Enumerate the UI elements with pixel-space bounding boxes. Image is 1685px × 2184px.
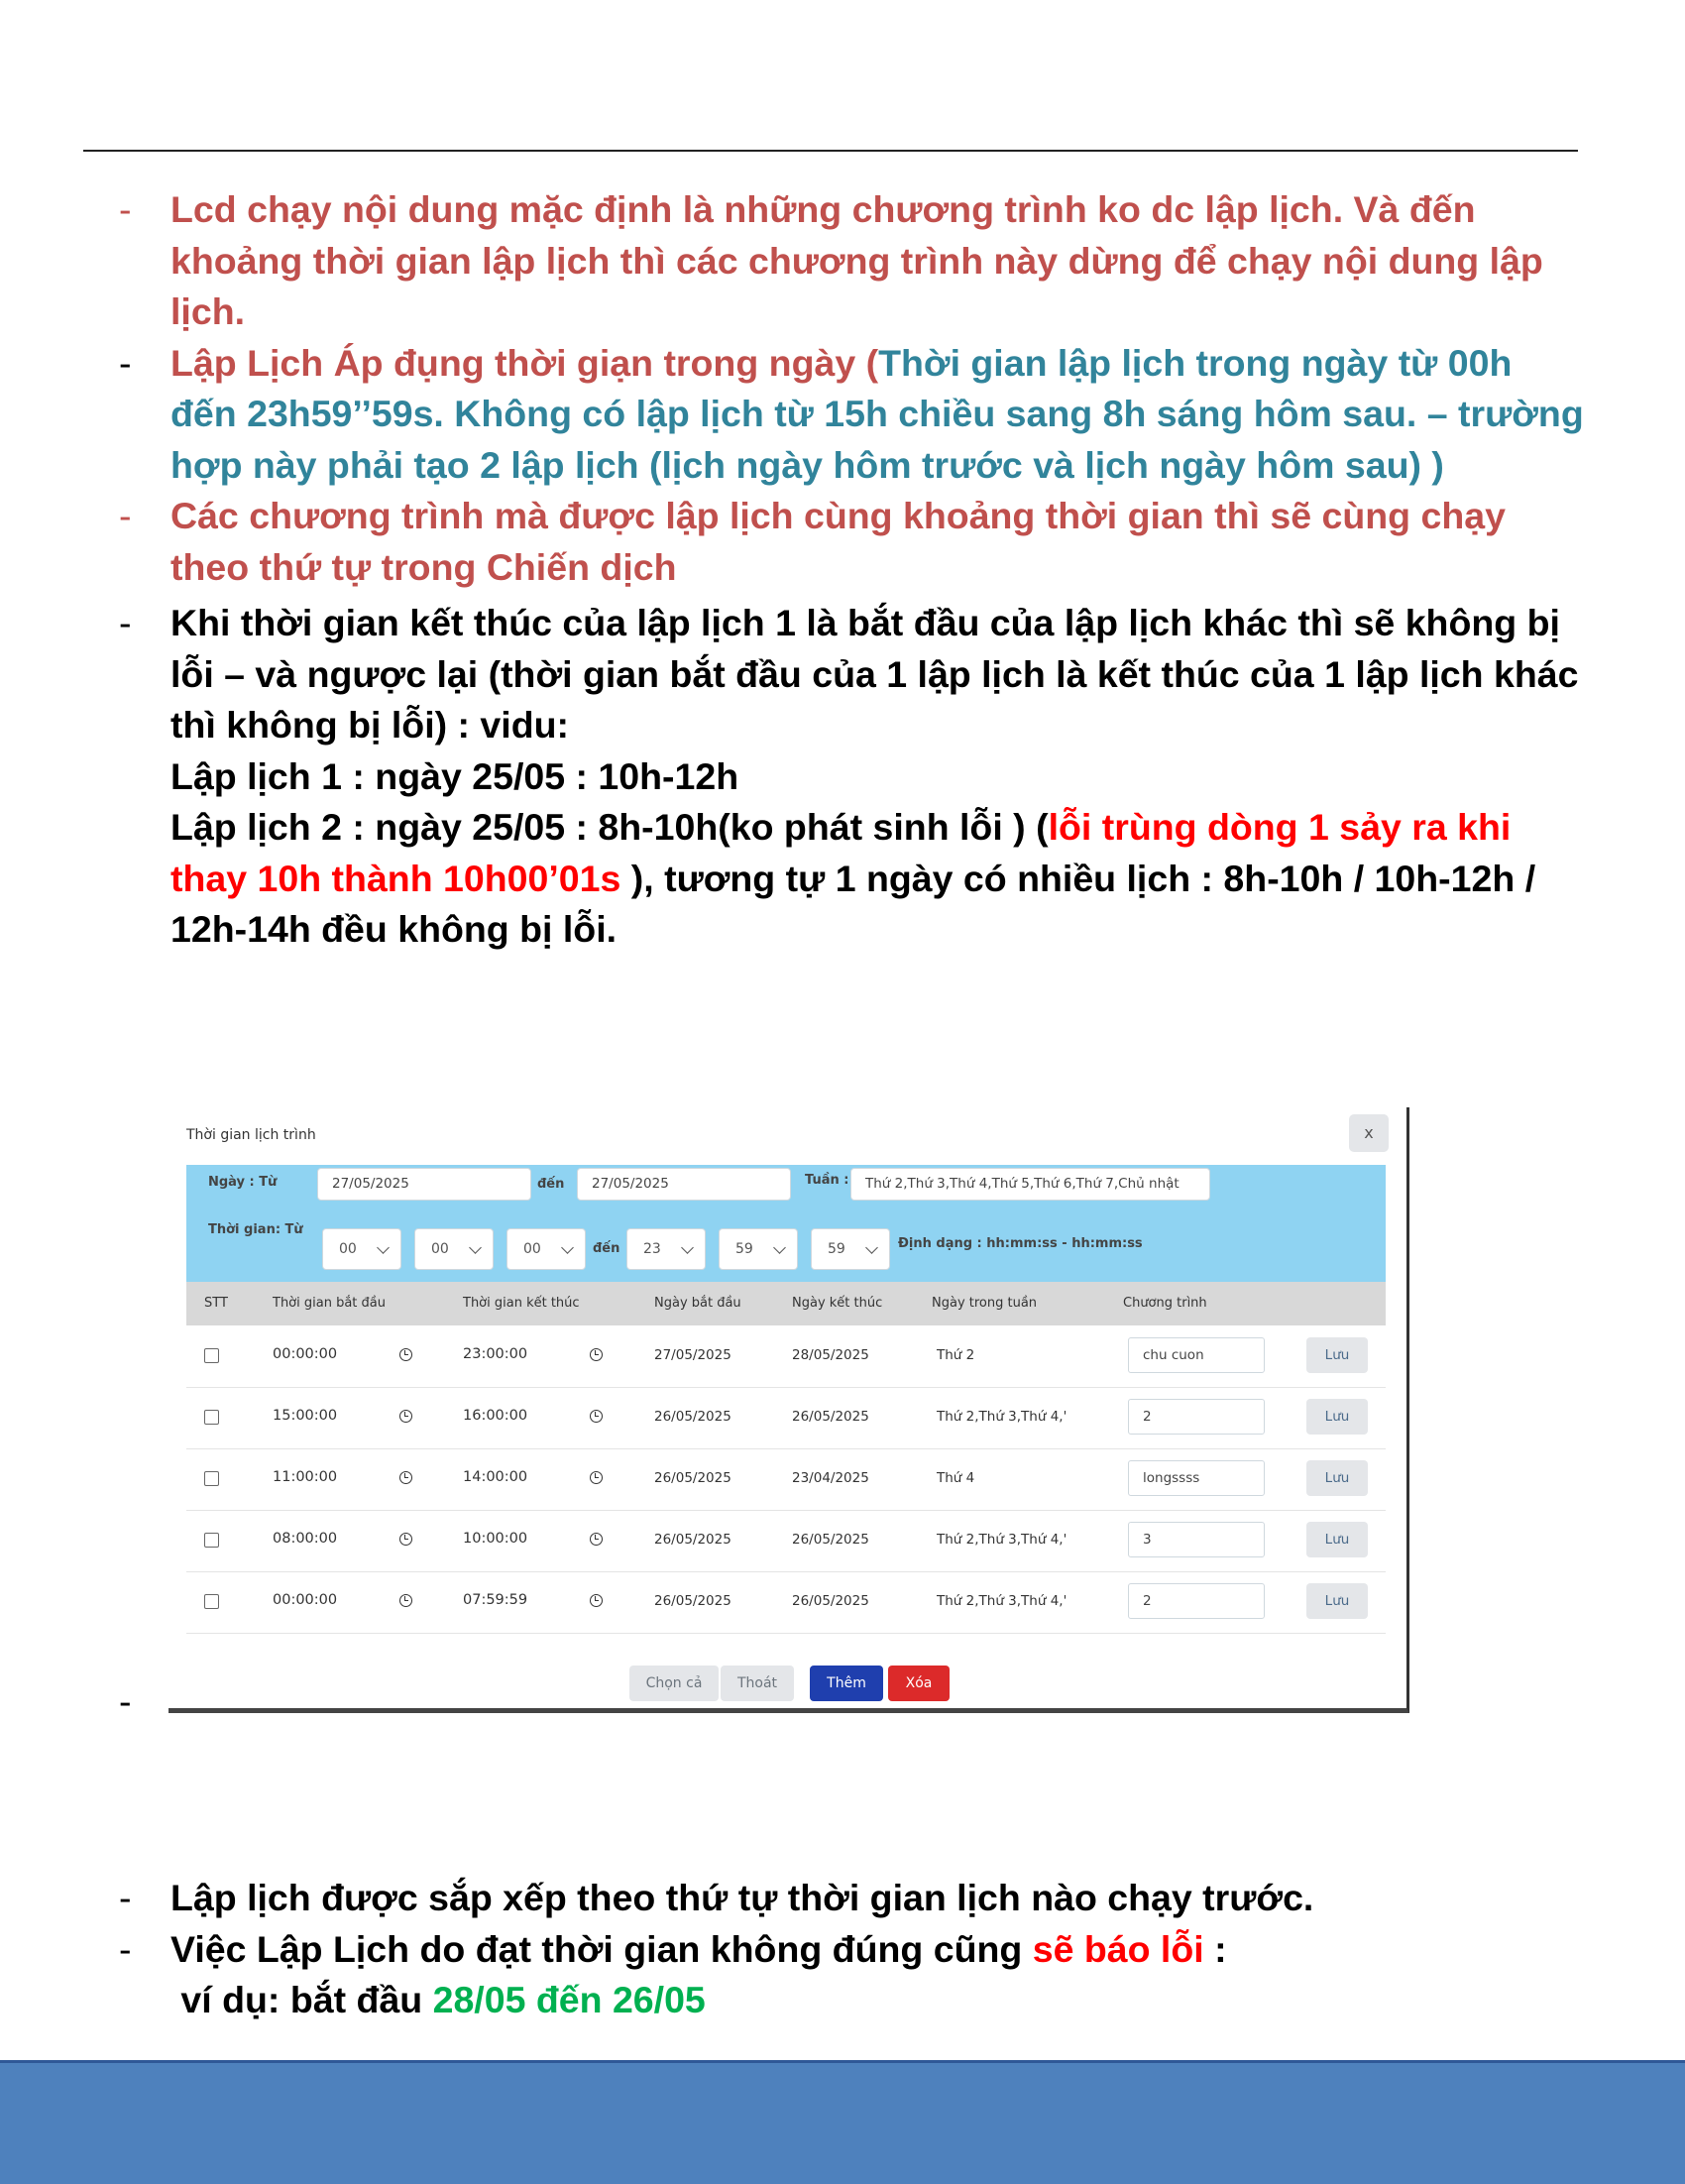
bullet-dash: - <box>119 188 132 230</box>
weekday: Thứ 2,Thứ 3,Thứ 4,' <box>937 1409 1067 1425</box>
bullet-7-text-a: Việc Lập Lịch do đạt thời gian không đúng cũng <box>170 1927 1033 1970</box>
clock-icon[interactable] <box>590 1594 603 1607</box>
select-value: 59 <box>735 1241 753 1257</box>
bullet-dash: - <box>119 1877 132 1918</box>
bullet-2-text-b: Thời gian lập lịch trong ngày từ 00h đến 23h59’’59s. Không có lập lịch từ 15h chiều sang 8h sáng hôm sau. – trường hợp này phải tạo 2 lập lịch (lịch ngày hôm trước và lịch ngày hôm sau) ) <box>170 341 1584 486</box>
end-date: 26/05/2025 <box>792 1409 869 1425</box>
bullet-7-error-word: sẽ báo lỗi <box>1032 1927 1204 1970</box>
select-all-button[interactable]: Chọn cả <box>629 1666 719 1701</box>
header-rule <box>83 150 1578 152</box>
col-program: Chương trình <box>1123 1296 1207 1311</box>
bullet-4 <box>119 598 1586 956</box>
format-label: Định dạng : hh:mm:ss - hh:mm:ss <box>898 1236 1143 1251</box>
bullet-6 <box>119 1873 1586 1924</box>
date-from-label: Ngày : Từ <box>208 1175 278 1190</box>
weekday: Thứ 2,Thứ 3,Thứ 4,' <box>937 1593 1067 1609</box>
bullet-dash: - <box>119 341 132 384</box>
clock-icon[interactable] <box>399 1471 412 1484</box>
save-button[interactable]: Lưu <box>1306 1460 1368 1496</box>
start-time: 11:00:00 <box>273 1469 338 1485</box>
start-date: 26/05/2025 <box>654 1470 731 1486</box>
time-to-hour-select[interactable] <box>626 1228 706 1270</box>
week-label: Tuần : <box>805 1173 849 1188</box>
program-input[interactable]: longssss <box>1128 1460 1265 1496</box>
col-weekday: Ngày trong tuần <box>932 1296 1038 1311</box>
select-value: 00 <box>523 1241 541 1257</box>
save-button[interactable]: Lưu <box>1306 1337 1368 1373</box>
end-time: 23:00:00 <box>463 1346 528 1362</box>
bullet-1 <box>119 184 1586 338</box>
bullet-6-text: Lập lịch được sắp xếp theo thứ tự thời gian lịch nào chạy trước. <box>170 1877 1314 1918</box>
weekday: Thứ 4 <box>937 1470 975 1486</box>
table-row <box>186 1448 1386 1511</box>
time-to-minute-select[interactable] <box>719 1228 798 1270</box>
bullet-4-line-3 <box>170 802 1586 956</box>
program-input[interactable]: chu cuon <box>1128 1337 1265 1373</box>
end-date: 23/04/2025 <box>792 1470 869 1486</box>
start-time: 15:00:00 <box>273 1408 338 1424</box>
weekday: Thứ 2 <box>937 1347 975 1363</box>
row-checkbox[interactable] <box>204 1533 219 1548</box>
start-date: 26/05/2025 <box>654 1409 731 1425</box>
start-date: 27/05/2025 <box>654 1347 731 1363</box>
table-row <box>186 1510 1386 1572</box>
bullet-dash: - <box>119 1927 132 1970</box>
save-button[interactable]: Lưu <box>1306 1583 1368 1619</box>
date-from-input[interactable]: 27/05/2025 <box>317 1168 531 1201</box>
weekday: Thứ 2,Thứ 3,Thứ 4,' <box>937 1532 1067 1548</box>
table-row <box>186 1325 1386 1388</box>
end-time: 14:00:00 <box>463 1469 528 1485</box>
bullet-4-line-3a: Lập lịch 2 : ngày 25/05 : 8h-10h(ko phát sinh lỗi ) ( <box>170 806 1049 848</box>
bullet-dash-empty: - <box>119 1680 132 1722</box>
dialog-title: Thời gian lịch trình <box>186 1127 316 1143</box>
end-time: 07:59:59 <box>463 1592 528 1608</box>
row-checkbox[interactable] <box>204 1410 219 1425</box>
bullet-4-line-1: Khi thời gian kết thúc của lập lịch 1 là bắt đầu của lập lịch khác thì sẽ không bị lỗi – và ngược lại (thời gian bắt đầu của 1 lập lịch là kết thúc của 1 lập lịch khác thì không bị lỗi) : vidu: <box>170 602 1579 746</box>
bullet-7-text-c: : <box>1203 1927 1227 1970</box>
bullet-3 <box>119 491 1586 593</box>
bullet-list-top <box>119 184 1586 956</box>
add-button[interactable]: Thêm <box>810 1666 883 1701</box>
chevron-down-icon <box>561 1241 574 1254</box>
col-start-time: Thời gian bắt đầu <box>273 1296 386 1311</box>
table-header <box>186 1282 1386 1325</box>
bullet-2-text-a: Lập Lịch Áp đụng thời giạn trong ngày ( <box>170 341 879 384</box>
table-row <box>186 1387 1386 1449</box>
col-end-time: Thời gian kết thúc <box>463 1296 580 1311</box>
save-button[interactable]: Lưu <box>1306 1522 1368 1557</box>
bullet-1-text: Lcd chạy nội dung mặc định là những chương trình ko dc lập lịch. Và đến khoảng thời gian lập lịch thì các chương trình này dừng để chạy nội dung lập lịch. <box>170 188 1543 332</box>
exit-button[interactable]: Thoát <box>721 1666 794 1701</box>
chevron-down-icon <box>681 1241 694 1254</box>
select-value: 00 <box>431 1241 449 1257</box>
clock-icon[interactable] <box>399 1348 412 1361</box>
row-checkbox[interactable] <box>204 1348 219 1363</box>
bullet-3-text: Các chương trình mà được lập lịch cùng khoảng thời gian thì sẽ cùng chạy theo thứ tự trong Chiến dịch <box>170 495 1506 588</box>
col-end-date: Ngày kết thúc <box>792 1296 883 1311</box>
start-time: 00:00:00 <box>273 1592 338 1608</box>
delete-button[interactable]: Xóa <box>888 1666 950 1701</box>
clock-icon[interactable] <box>399 1594 412 1607</box>
weekdays-input[interactable]: Thứ 2,Thứ 3,Thứ 4,Thứ 5,Thứ 6,Thứ 7,Chủ nhật <box>850 1168 1210 1201</box>
save-button[interactable]: Lưu <box>1306 1399 1368 1435</box>
start-date: 26/05/2025 <box>654 1532 731 1548</box>
select-value: 23 <box>643 1241 661 1257</box>
clock-icon[interactable] <box>399 1533 412 1546</box>
chevron-down-icon <box>469 1241 482 1254</box>
bullet-dash: - <box>119 495 132 536</box>
bullet-list-bottom <box>119 1873 1586 2026</box>
bullet-7-line-1 <box>170 1924 1586 1976</box>
schedule-dialog-screenshot <box>168 1107 1409 1713</box>
bullet-2 <box>119 338 1586 492</box>
date-to-label: đến <box>537 1177 565 1192</box>
start-date: 26/05/2025 <box>654 1593 731 1609</box>
program-input[interactable]: 2 <box>1128 1399 1265 1435</box>
chevron-down-icon <box>773 1241 786 1254</box>
chevron-down-icon <box>865 1241 878 1254</box>
end-date: 26/05/2025 <box>792 1593 869 1609</box>
col-start-date: Ngày bắt đầu <box>654 1296 741 1311</box>
bullet-dash: - <box>119 602 132 643</box>
end-date: 28/05/2025 <box>792 1347 869 1363</box>
start-time: 00:00:00 <box>273 1346 338 1362</box>
row-checkbox[interactable] <box>204 1594 219 1609</box>
time-from-hour-select[interactable] <box>322 1228 401 1270</box>
time-from-second-select[interactable] <box>506 1228 586 1270</box>
bullet-4-line-2: Lập lịch 1 : ngày 25/05 : 10h-12h <box>170 754 739 797</box>
clock-icon[interactable] <box>590 1410 603 1423</box>
time-from-label: Thời gian: Từ <box>208 1222 303 1237</box>
program-input[interactable]: 2 <box>1128 1583 1265 1619</box>
filter-panel <box>186 1165 1386 1282</box>
bullet-4-error-note: lỗi trùng dòng 1 sảy ra khi thay 10h thành 10h00’01s <box>170 806 1512 899</box>
select-value: 59 <box>828 1241 845 1257</box>
footer-band <box>0 2060 1685 2184</box>
table-row <box>186 1571 1386 1634</box>
bullet-7-line-2 <box>170 1975 1586 2026</box>
time-to-second-select[interactable] <box>811 1228 890 1270</box>
row-checkbox[interactable] <box>204 1471 219 1486</box>
bullet-7-text-d: ví dụ: bắt đầu <box>170 1979 433 2020</box>
date-to-input[interactable]: 27/05/2025 <box>577 1168 791 1201</box>
bullet-7-example-dates: 28/05 đến 26/05 <box>432 1979 706 2020</box>
col-stt: STT <box>204 1296 228 1311</box>
clock-icon[interactable] <box>590 1533 603 1546</box>
time-from-minute-select[interactable] <box>414 1228 494 1270</box>
end-time: 10:00:00 <box>463 1531 528 1547</box>
clock-icon[interactable] <box>590 1471 603 1484</box>
bullet-4-line-3c: ), tương tự 1 ngày có nhiều lịch : 8h-10h / 10h-12h / 12h-14h đều không bị lỗi. <box>170 857 1536 950</box>
end-date: 26/05/2025 <box>792 1532 869 1548</box>
start-time: 08:00:00 <box>273 1531 338 1547</box>
program-input[interactable]: 3 <box>1128 1522 1265 1557</box>
chevron-down-icon <box>377 1241 390 1254</box>
clock-icon[interactable] <box>399 1410 412 1423</box>
close-button[interactable]: x <box>1349 1114 1389 1152</box>
select-value: 00 <box>339 1241 357 1257</box>
end-time: 16:00:00 <box>463 1408 528 1424</box>
clock-icon[interactable] <box>590 1348 603 1361</box>
bullet-7 <box>119 1924 1586 2026</box>
time-to-label: đến <box>593 1241 620 1256</box>
